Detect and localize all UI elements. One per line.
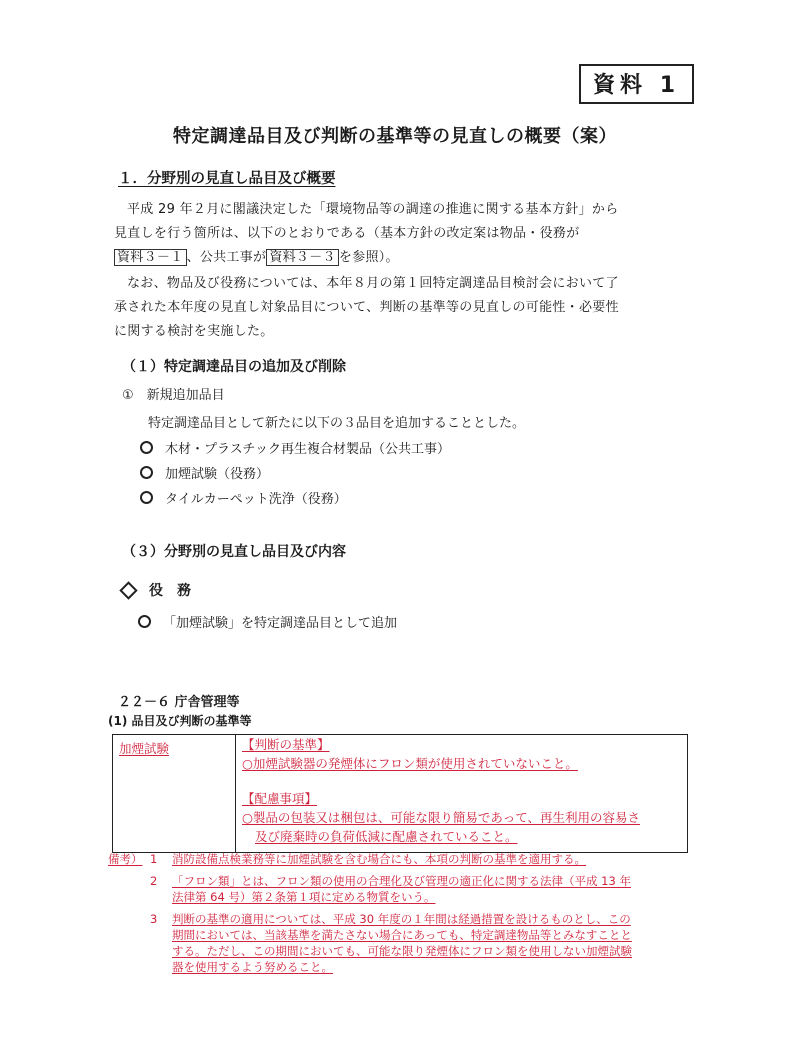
item-name-cell [113,735,236,853]
list-item [140,438,450,457]
section1-heading: １．分野別の見直し品目及び概要 [118,171,336,187]
note-row [114,889,694,905]
circle-bullet-icon [140,466,153,479]
list-item [140,463,269,482]
p2-line-b: 承された本年度の見直し対象品目について、判断の基準等の見直しの可能性・必要性 [114,300,619,315]
note-row [108,851,694,867]
note-row [114,959,694,975]
circle-bullet-icon [140,491,153,504]
category-heading [120,580,191,600]
sub3-heading: （３）分野別の見直し品目及び内容 [122,544,346,560]
p1-line-a: 平成 29 年２月に閣議決定した「環境物品等の調達の推進に関する基本方針」から [127,202,619,217]
p1-tail-text: を参照）。 [338,250,399,265]
note-number: 2 [150,874,158,888]
p1-mid-text: 、公共工事が [186,250,267,265]
list-item [138,612,397,631]
page-title: 特定調達品目及び判断の基準等の見直しの概要（案） [173,126,617,147]
consideration-text-2: 及び廃棄時の負荷低減に配慮されていること。 [255,829,518,844]
criteria-label: 【判断の基準】 [242,737,330,752]
p2-line-a: なお、物品及び役務については、本年８月の第１回特定調達品目検討会において了 [127,276,619,291]
list-item-text: タイルカーペット洗浄（役務） [165,492,347,507]
notes-block [108,851,694,975]
circle-bullet-icon [140,441,153,454]
note-row [114,873,694,889]
reference-box-1: 資料３－１ [114,249,187,266]
section2-heading: ２２－６ 庁舎管理等 [118,695,240,710]
diamond-bullet-icon [119,581,137,599]
section2-subheading: (1) 品目及び判断の基準等 [108,714,252,728]
criteria-text: ○加煙試験器の発煙体にフロン類が使用されていないこと。 [242,756,578,771]
circle-bullet-icon [138,615,151,628]
new-items-intro: 特定調達品目として新たに以下の３品目を追加することとした。 [148,416,526,431]
reference-box-2: 資料３－３ [266,249,339,266]
list-item-text: 木材・プラスチック再生複合材製品（公共工事） [165,442,450,457]
document-label: 資料 1 [579,64,694,104]
note-text: 法律第 64 号）第２条第１項に定める物質をいう。 [172,890,436,904]
section1-paragraph1 [114,198,694,270]
p1-line-b: 見直しを行う箇所は、以下のとおりである（基本方針の改定案は物品・役務が [114,226,580,241]
p1-line-c [114,246,694,270]
note-text: 期間においては、当該基準を満たさない場合にあっても、特定調達物品等とみなすことと [172,928,632,942]
list-item-text: 加煙試験（役務） [165,467,270,482]
criteria-cell [236,735,688,853]
note-row [114,927,694,943]
item-name: 加煙試験 [119,741,170,756]
p2-line-c: に関する検討を実施した。 [114,324,274,339]
consideration-label: 【配慮事項】 [242,791,318,806]
criteria-table [112,734,688,853]
category-label: 役 務 [149,583,191,599]
consideration-text-1: ○製品の包装又は梱包は、可能な限り簡易であって、再生利用の容易さ [242,810,641,825]
sub1-heading: （１）特定調達品目の追加及び削除 [122,359,346,375]
note-number: 1 [150,852,158,866]
note-text: 器を使用するよう努めること。 [172,960,333,974]
note-text: 判断の基準の適用については、平成 30 年度の１年間は経過措置を設けるものとし、この [172,912,631,926]
note-text: 消防設備点検業務等に加煙試験を含む場合にも、本項の判断の基準を適用する。 [172,852,586,866]
new-items-heading: ① 新規追加品目 [122,388,225,403]
table-row [113,735,688,853]
note-text: 「フロン類」とは、フロン類の使用の合理化及び管理の適正化に関する法律（平成 13 年 [172,874,631,888]
note-number: 3 [150,912,158,926]
note-text: する。ただし、この期間においても、可能な限り発煙体にフロン類を使用しない加煙試験 [172,944,632,958]
note-row [114,943,694,959]
section1-paragraph2 [114,272,694,344]
list-item-text: 「加煙試験」を特定調達品目として追加 [163,616,398,631]
note-row [114,911,694,927]
notes-label: 備考） [108,852,143,866]
list-item [140,488,347,507]
